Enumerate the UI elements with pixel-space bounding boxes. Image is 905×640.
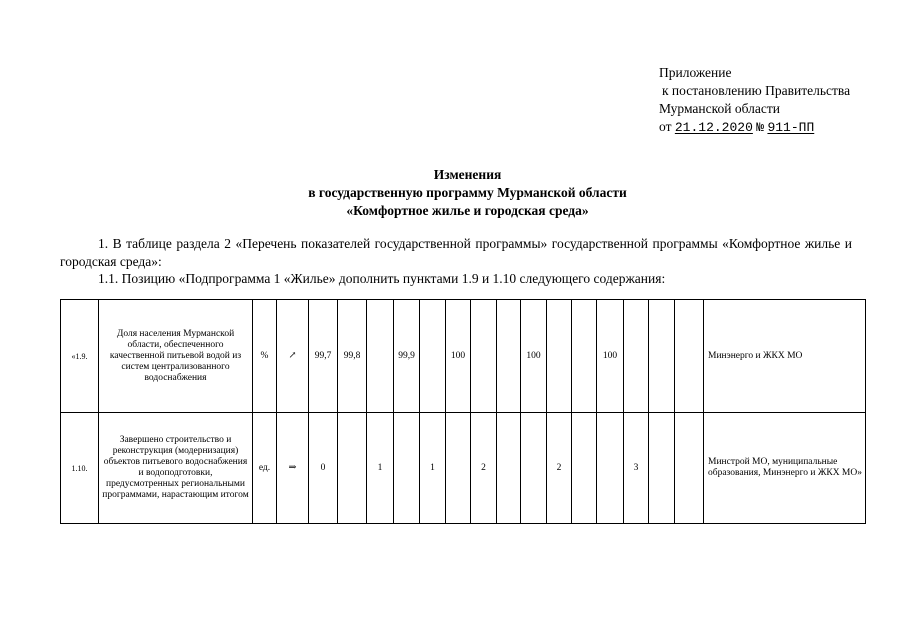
value-cell: 2 (471, 413, 497, 524)
paragraph-1-1: 1.1. Позицию «Подпрограмма 1 «Жилье» дополнить пунктами 1.9 и 1.10 следующего содержания: (98, 271, 666, 286)
value-cell: 1 (367, 413, 394, 524)
value-cell: 2 (547, 413, 572, 524)
value-cell: 99,7 (309, 300, 338, 413)
value-cell (649, 413, 675, 524)
table-row (61, 300, 866, 413)
value-cell: 100 (521, 300, 547, 413)
table-row (61, 413, 866, 524)
value-cell (572, 300, 597, 413)
row-number: 1.10. (61, 413, 99, 524)
value-cell (420, 300, 446, 413)
responsible-executor: Минстрой МО, муниципальные образования, Минэнерго и ЖКХ МО» (704, 413, 866, 524)
trend-arrow-icon: ↗ (277, 300, 309, 413)
appendix-line-3: Мурманской области (659, 101, 780, 116)
decree-date: 21.12.2020 (674, 120, 753, 135)
trend-arrow-icon: ⇒ (277, 413, 309, 524)
document-title (0, 166, 905, 220)
value-cell (675, 413, 704, 524)
unit: ед. (253, 413, 277, 524)
value-cell (521, 413, 547, 524)
title-line-1: Изменения (433, 167, 502, 182)
unit: % (253, 300, 277, 413)
appendix-line-2: к постановлению Правительства (662, 83, 851, 98)
row-number: «1.9. (61, 300, 99, 413)
appendix-date-line (659, 118, 850, 137)
value-cell (497, 300, 521, 413)
value-cell: 100 (446, 300, 471, 413)
value-cell (597, 413, 624, 524)
value-cell (446, 413, 471, 524)
indicator-name: Доля населения Мурманской области, обеспеченного качественной питьевой водой из систем централизованного водоснабжения (99, 300, 253, 413)
number-sign: № (756, 120, 765, 135)
value-cell: 0 (309, 413, 338, 524)
value-cell (675, 300, 704, 413)
appendix-header (659, 64, 850, 137)
title-line-3: «Комфортное жилье и городская среда» (346, 203, 589, 218)
title-line-2: в государственную программу Мурманской области (308, 185, 627, 200)
value-cell (624, 300, 649, 413)
value-cell (471, 300, 497, 413)
value-cell (338, 413, 367, 524)
value-cell: 3 (624, 413, 649, 524)
appendix-line-1: Приложение (659, 65, 732, 80)
paragraph-1: 1. В таблице раздела 2 «Перечень показателей государственной программы» государственной программы «Комфортное жилье и городская среда»: (60, 236, 852, 269)
value-cell (497, 413, 521, 524)
decree-number: 911-ПП (767, 120, 815, 135)
value-cell (572, 413, 597, 524)
from-label: от (659, 119, 672, 134)
value-cell: 99,9 (394, 300, 420, 413)
value-cell (394, 413, 420, 524)
responsible-executor: Минэнерго и ЖКХ МО (704, 300, 866, 413)
indicators-table (60, 299, 866, 524)
value-cell: 99,8 (338, 300, 367, 413)
value-cell: 100 (597, 300, 624, 413)
indicator-name: Завершено строительство и реконструкция (модернизация) объектов питьевого водоснабжения и водоподготовки, предусмотренных региональными программами, нарастающим итогом (99, 413, 253, 524)
value-cell (649, 300, 675, 413)
value-cell: 1 (420, 413, 446, 524)
value-cell (547, 300, 572, 413)
value-cell (367, 300, 394, 413)
